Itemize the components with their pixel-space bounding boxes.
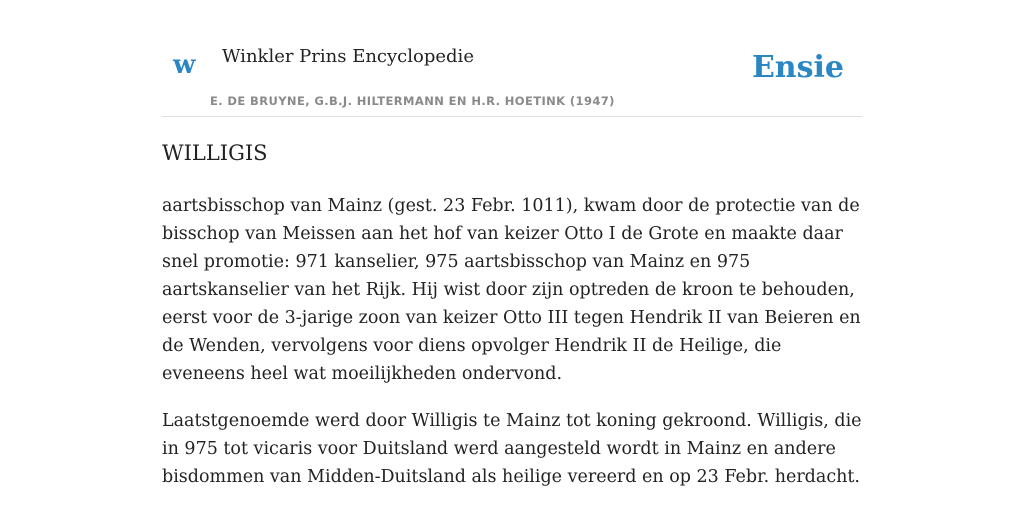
article-paragraph-2: Laatstgenoemde werd door Willigis te Mainz tot koning gekroond. Willigis, die in 975 tot vicaris voor Duitsland werd aangesteld wordt in Mainz en andere bisdommen van Midden-Duitsland als heilige vereerd en op 23 Febr. herdacht. <box>162 411 862 487</box>
winkler-prins-logo[interactable]: w <box>173 50 196 80</box>
source-title[interactable]: Winkler Prins Encyclopedie <box>222 46 474 67</box>
article-paragraph-1: aartsbisschop van Mainz (gest. 23 Febr. 1011), kwam door de protectie van de bisschop van Meissen aan het hof van keizer Otto I de Grote en maakte daar snel promotie: 971 kanselier, 975 aartsbisschop van Mainz en 975 aartskanselier van het Rijk. Hij wist door zijn optreden de kroon te behouden, eerst voor de 3-jarige zoon van keizer Otto III tegen Hendrik II van Beieren en de Wenden, vervolgens voor diens opvolger Hendrik II de Heilige, die eveneens heel wat moeilijkheden ondervond. <box>162 196 861 384</box>
page <box>162 0 862 487</box>
article-title: WILLIGIS <box>162 141 268 165</box>
article-body <box>162 192 862 510</box>
source-authors: E. DE BRUYNE, G.B.J. HILTERMANN EN H.R. HOETINK (1947) <box>210 94 615 108</box>
source-header <box>162 0 862 117</box>
ensie-logo-link[interactable]: Ensie <box>751 50 844 85</box>
